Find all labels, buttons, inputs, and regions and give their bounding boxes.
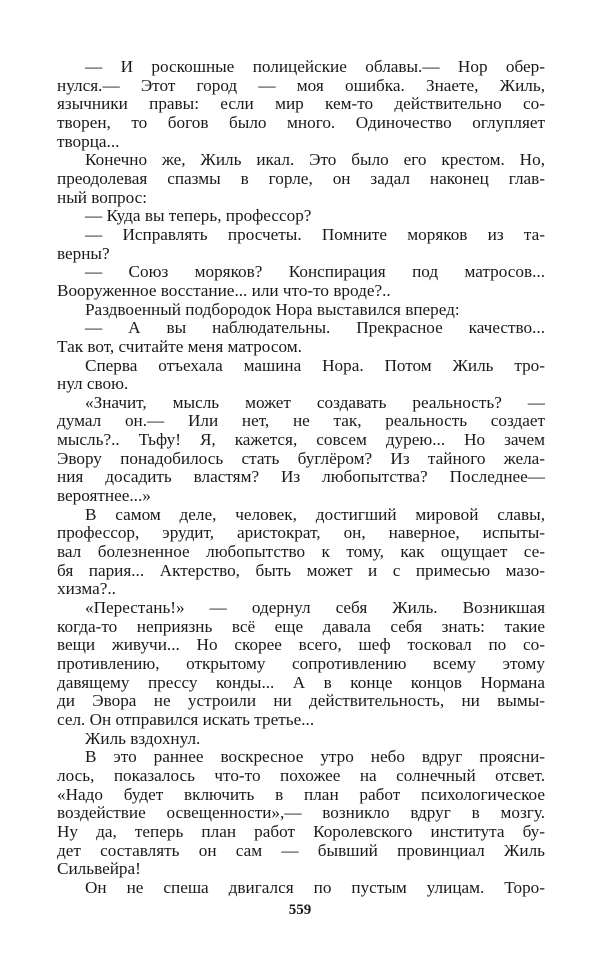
- text-line: ния досадить властям? Из любопытства? Последнее—: [57, 467, 545, 487]
- page-number: 559: [288, 902, 312, 918]
- text-line: творца...: [57, 131, 120, 151]
- text-line: давящему прессу конды... А в конце концов Нормана: [57, 672, 545, 692]
- text-line: Раздвоенный подбородок Нора выставился вперед:: [85, 299, 460, 319]
- text-line: противлению, открытому сопротивлению всему этому: [57, 654, 545, 673]
- text-line: Ну да, теперь план работ Королевского института бу-: [57, 821, 545, 841]
- text-line: — И роскошные полицейские облавы.— Нор обер-: [85, 57, 545, 76]
- text-line: вал болезненное любопытство к тому, как ощущает се-: [57, 542, 545, 562]
- text-line: нулся.— Этот город — моя ошибка. Знаете, Жиль,: [57, 75, 545, 95]
- text-line: вещи живучи... Но скорее всего, шеф тосковал по со-: [57, 635, 545, 655]
- text-line: В это раннее воскресное утро небо вдруг проясни-: [85, 747, 545, 767]
- text-line: воздействие освещенности»,— возникло вдруг в мозгу.: [57, 803, 545, 823]
- text-line: язычники правы: если мир кем-то действительно со-: [57, 94, 545, 114]
- text-line: мысль?.. Тьфу! Я, кажется, совсем дурею... Но зачем: [57, 430, 545, 450]
- text-line: ди Эвора не устроили ни действительность, ни вымы-: [57, 691, 545, 711]
- text-line: дет составлять он сам — бывший провинциал Жиль: [57, 840, 545, 860]
- text-line: Сперва отъехала машина Нора. Потом Жиль тро-: [85, 355, 545, 375]
- text-line: бя пария... Актерство, быть может и с примесью мазо-: [57, 560, 545, 580]
- text-line: вероятнее...»: [57, 486, 151, 506]
- page-body-text: [57, 58, 545, 898]
- text-line: Конечно же, Жиль икал. Это было его крестом. Но,: [85, 150, 545, 170]
- text-line: «Надо будет включить в план работ психологическое: [57, 784, 545, 804]
- text-line: — Исправлять просчеты. Помните моряков из та-: [85, 224, 545, 244]
- text-line: — Союз моряков? Конспирация под матросов...: [85, 262, 545, 282]
- text-line: лось, показалось что-то похожее на солнечный отсвет.: [57, 765, 545, 785]
- text-line: В самом деле, человек, достигший мировой славы,: [85, 504, 545, 524]
- text-line: Он не спеша двигался по пустым улицам. Торо-: [85, 877, 545, 897]
- text-line: Так вот, считайте меня матросом.: [57, 336, 302, 356]
- text-line: профессор, эрудит, аристократ, он, наверное, испыты-: [57, 523, 545, 543]
- text-line: нул свою.: [57, 374, 129, 394]
- text-line: Жиль вздохнул.: [85, 728, 201, 748]
- text-line: верны?: [57, 243, 110, 263]
- text-line: «Перестань!» — одернул себя Жиль. Возникшая: [85, 598, 545, 618]
- text-line: думал он.— Или нет, не так, реальность создает: [57, 411, 545, 431]
- text-line: — Куда вы теперь, профессор?: [85, 206, 312, 226]
- text-line: Вооруженное восстание... или что-то вроде?..: [57, 280, 391, 300]
- text-line: сел. Он отправился искать третье...: [57, 709, 315, 729]
- text-line: Сильвейра!: [57, 859, 141, 879]
- text-line: «Значит, мысль может создавать реальность? —: [85, 392, 545, 412]
- text-line: — А вы наблюдательны. Прекрасное качество...: [85, 318, 545, 338]
- text-line: преодолевая спазмы в горле, он задал наконец глав-: [57, 168, 545, 188]
- text-line: хизма?..: [57, 579, 116, 599]
- text-line: когда-то неприязнь всё еще давала себя знать: такие: [57, 616, 545, 636]
- text-line: творен, то богов было много. Одиночество оглупляет: [57, 112, 545, 132]
- text-line: ный вопрос:: [57, 187, 148, 207]
- text-line: Эвору понадобилось стать буглёром? Из тайного жела-: [57, 448, 545, 468]
